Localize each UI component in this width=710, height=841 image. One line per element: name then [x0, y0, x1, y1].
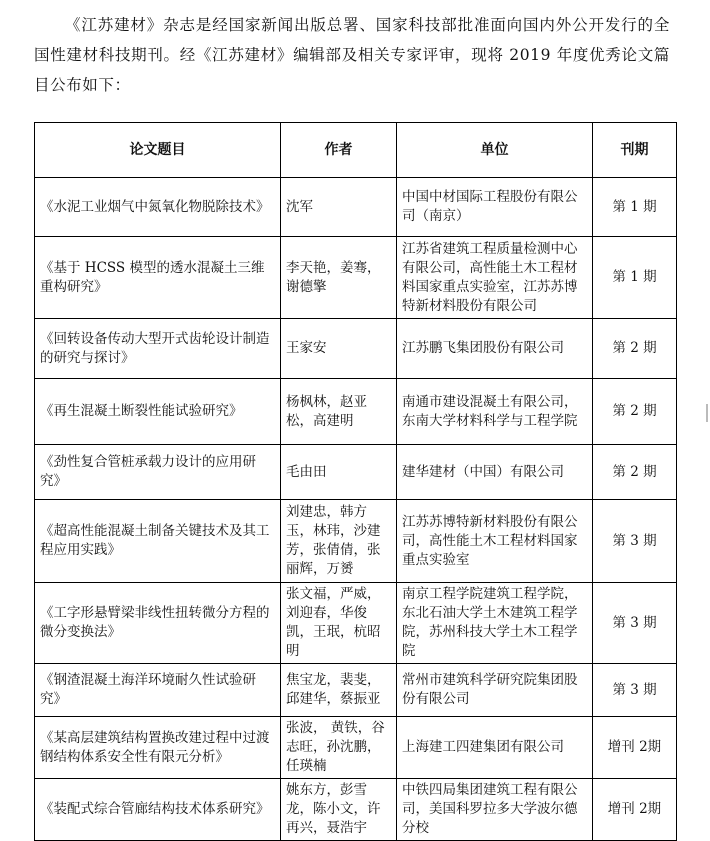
paper-author: 刘建忠，韩方玉，林玮，沙建芳，张倩倩，张丽辉，万赟: [281, 500, 397, 583]
paper-author: 张文福，严威，刘迎春，华俊凯，王珉，杭昭明: [281, 583, 397, 664]
paper-org: 中铁四局集团建筑工程有限公司，美国科罗拉多大学波尔德分校: [397, 779, 593, 841]
page-edge-mark: [706, 404, 708, 422]
paper-author: 张波， 黄铁，谷志旺，孙沈鹏，任瑛楠: [281, 717, 397, 779]
paper-title: 《劲性复合管桩承载力设计的应用研究》: [35, 445, 281, 500]
paper-org: 常州市建筑科学研究院集团股份有限公司: [397, 664, 593, 717]
paper-issue: 第 3 期: [593, 583, 677, 664]
paper-title: 《基于 HCSS 模型的透水混凝土三维重构研究》: [35, 237, 281, 319]
table-header-row: [35, 123, 677, 178]
paper-org: 江苏鹏飞集团股份有限公司: [397, 319, 593, 379]
award-papers-table: [34, 122, 677, 841]
header-title: 论文题目: [35, 123, 281, 178]
paper-title: 《钢渣混凝土海洋环境耐久性试验研究》: [35, 664, 281, 717]
table-row: [35, 178, 677, 237]
paper-issue: 第 3 期: [593, 664, 677, 717]
paper-title: 《回转设备传动大型开式齿轮设计制造的研究与探讨》: [35, 319, 281, 379]
paper-author: 王家安: [281, 319, 397, 379]
paper-org: 中国中材国际工程股份有限公司（南京）: [397, 178, 593, 237]
paper-author: 姚东方，彭雪龙，陈小文，许再兴，聂浩宇: [281, 779, 397, 841]
paper-author: 李天艳，姜骞，谢德擎: [281, 237, 397, 319]
header-org: 单位: [397, 123, 593, 178]
table-row: [35, 500, 677, 583]
paper-org: 南通市建设混凝土有限公司，东南大学材料科学与工程学院: [397, 379, 593, 445]
paper-org: 江苏苏博特新材料股份有限公司，高性能土木工程材料国家重点实验室: [397, 500, 593, 583]
table-row: [35, 379, 677, 445]
table-row: [35, 319, 677, 379]
table-row: [35, 445, 677, 500]
paper-title: 《超高性能混凝土制备关键技术及其工程应用实践》: [35, 500, 281, 583]
table-row: [35, 583, 677, 664]
paper-author: 沈军: [281, 178, 397, 237]
intro-section: [34, 10, 670, 100]
paper-org: 南京工程学院建筑工程学院，东北石油大学土木建筑工程学院，苏州科技大学土木工程学院: [397, 583, 593, 664]
paper-org: 建华建材（中国）有限公司: [397, 445, 593, 500]
paper-author: 杨枫林，赵亚松，高建明: [281, 379, 397, 445]
paper-issue: 第 2 期: [593, 319, 677, 379]
paper-title: 《装配式综合管廊结构技术体系研究》: [35, 779, 281, 841]
paper-title: 《水泥工业烟气中氮氧化物脱除技术》: [35, 178, 281, 237]
paper-issue: 第 2 期: [593, 379, 677, 445]
paper-issue: 第 3 期: [593, 500, 677, 583]
table-row: [35, 664, 677, 717]
header-author: 作者: [281, 123, 397, 178]
paper-issue: 第 2 期: [593, 445, 677, 500]
paper-issue: 第 1 期: [593, 178, 677, 237]
table-row: [35, 779, 677, 841]
table-row: [35, 717, 677, 779]
intro-paragraph: 《江苏建材》杂志是经国家新闻出版总署、国家科技部批准面向国内外公开发行的全国性建材科技期刊。经《江苏建材》编辑部及相关专家评审，现将 2019 年度优秀论文篇目公布如下：: [34, 16, 670, 94]
paper-issue: 增刊 2期: [593, 717, 677, 779]
paper-author: 毛由田: [281, 445, 397, 500]
paper-author: 焦宝龙，裴斐，邱建华，蔡振亚: [281, 664, 397, 717]
header-issue: 刊期: [593, 123, 677, 178]
paper-issue: 增刊 2期: [593, 779, 677, 841]
paper-issue: 第 1 期: [593, 237, 677, 319]
paper-title: 《再生混凝土断裂性能试验研究》: [35, 379, 281, 445]
paper-title: 《某高层建筑结构置换改建过程中过渡钢结构体系安全性有限元分析》: [35, 717, 281, 779]
paper-org: 江苏省建筑工程质量检测中心有限公司，高性能土木工程材料国家重点实验室，江苏苏博特新材料股份有限公司: [397, 237, 593, 319]
paper-org: 上海建工四建集团有限公司: [397, 717, 593, 779]
paper-title: 《工字形悬臂梁非线性扭转微分方程的微分变换法》: [35, 583, 281, 664]
table-row: [35, 237, 677, 319]
